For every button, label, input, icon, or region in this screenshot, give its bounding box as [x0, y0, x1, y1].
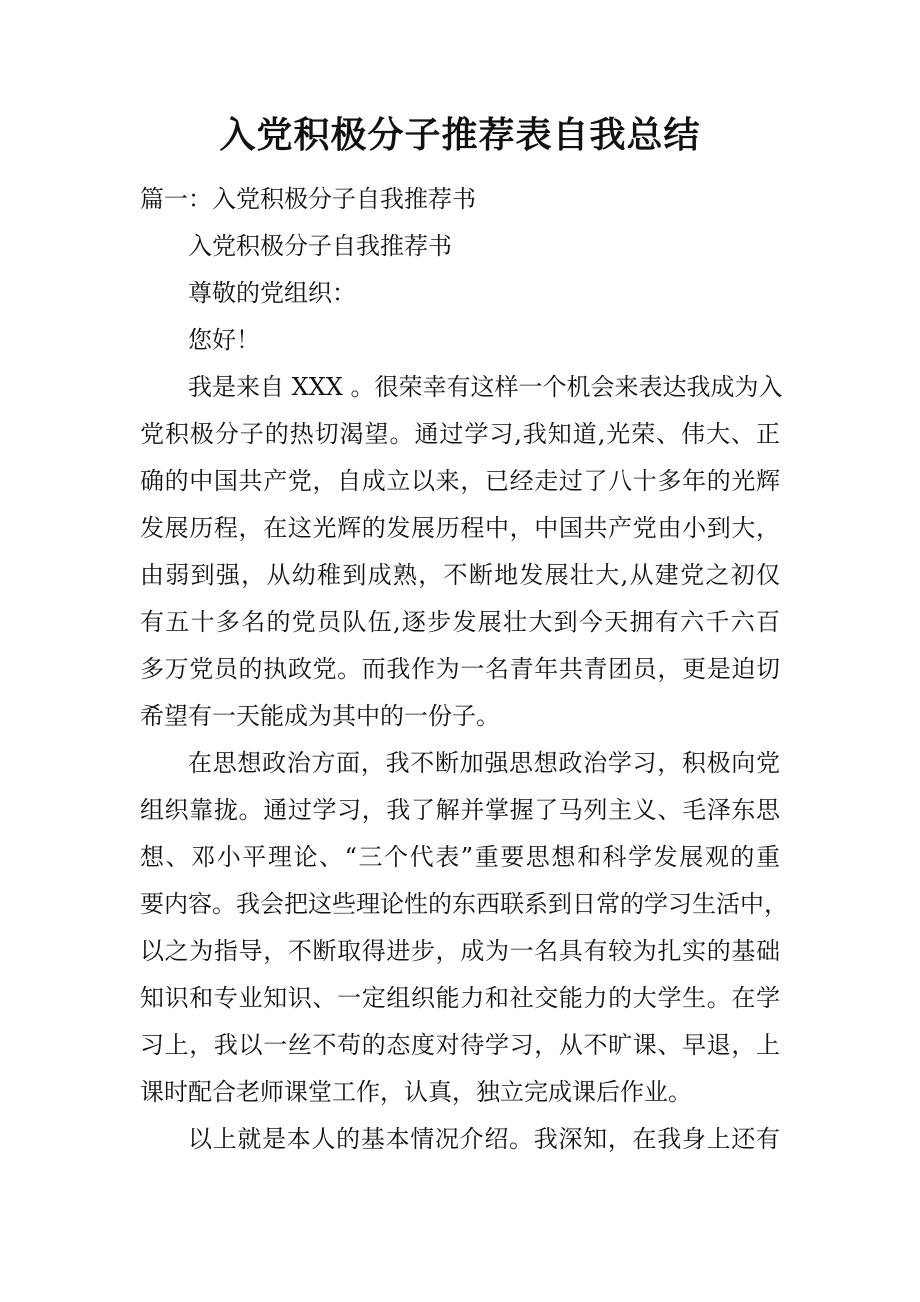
text-line: 有五十多名的党员队伍,逐步发展壮大到今天拥有六千六百	[140, 608, 780, 636]
document-body	[140, 176, 788, 1163]
text-line: 课时配合老师课堂工作，认真，独立完成课后作业。	[140, 1078, 692, 1106]
text-line: 您好！	[188, 326, 260, 354]
text-line: 以之为指导，不断取得进步，成为一名具有较为扎实的基础	[140, 937, 780, 965]
text-line: 我是来自 XXX 。很荣幸有这样一个机会来表达我成为入	[188, 373, 783, 401]
text-line: 知识和专业知识、一定组织能力和社交能力的大学生。在学	[140, 984, 780, 1012]
text-line: 以上就是本人的基本情况介绍。我深知，在我身上还有	[188, 1125, 780, 1153]
document-title: 入党积极分子推荐表自我总结	[219, 115, 701, 156]
text-line: 习上，我以一丝不苟的态度对待学习，从不旷课、早退，上	[140, 1031, 780, 1059]
text-line: 由弱到强，从幼稚到成熟，不断地发展壮大,从建党之初仅	[140, 561, 780, 589]
text-line: 发展历程，在这光辉的发展历程中，中国共产党由小到大，	[140, 514, 780, 542]
text-line: 党积极分子的热切渴望。通过学习,我知道,光荣、伟大、正	[140, 420, 780, 448]
text-line: 希望有一天能成为其中的一份子。	[140, 702, 500, 730]
text-line: 想、邓小平理论、“三个代表”重要思想和科学发展观的重	[140, 843, 780, 871]
text-line: 多万党员的执政党。而我作为一名青年共青团员，更是迫切	[140, 655, 780, 683]
text-line: 要内容。我会把这些理论性的东西联系到日常的学习生活中，	[140, 890, 788, 918]
text-line: 组织靠拢。通过学习，我了解并掌握了马列主义、毛泽东思	[140, 796, 780, 824]
text-line: 确的中国共产党，自成立以来，已经走过了八十多年的光辉	[140, 467, 780, 495]
text-line: 在思想政治方面，我不断加强思想政治学习，积极向党	[188, 749, 780, 777]
text-line: 尊敬的党组织：	[188, 279, 356, 307]
text-line: 入党积极分子自我推荐书	[188, 232, 452, 260]
text-line: 篇一：入党积极分子自我推荐书	[140, 185, 476, 213]
